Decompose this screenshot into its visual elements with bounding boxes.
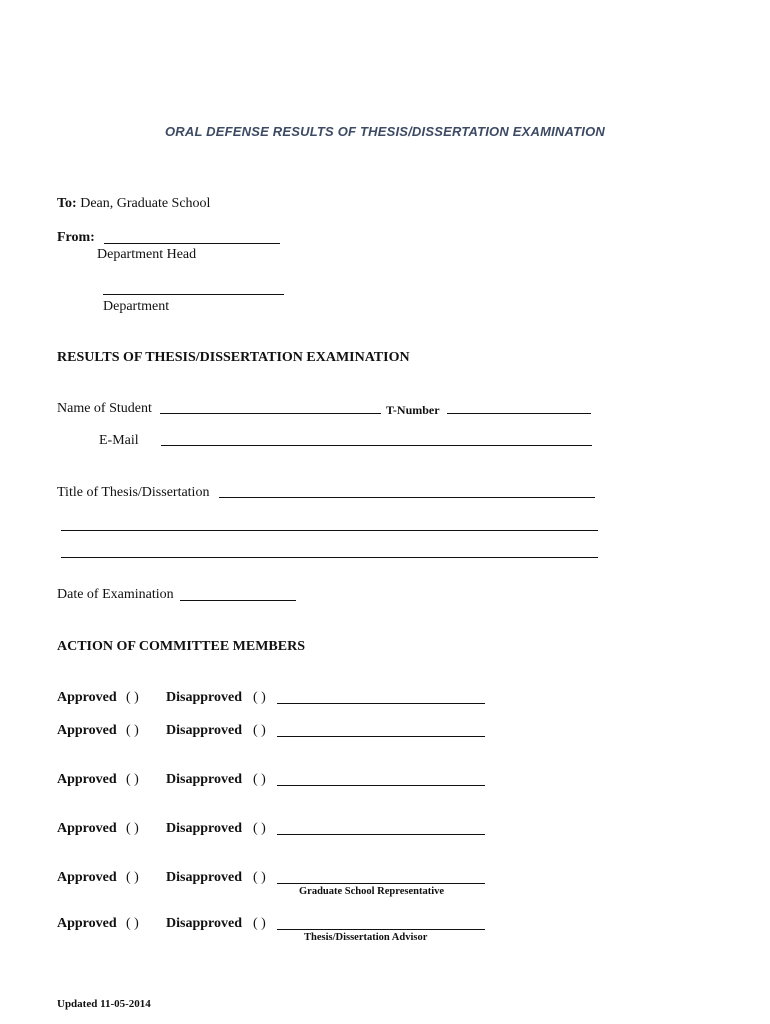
member-signature-field[interactable]: [277, 785, 485, 786]
thesis-title-field[interactable]: [219, 497, 595, 498]
disapproved-checkbox[interactable]: ( ): [253, 916, 266, 931]
disapproved-checkbox[interactable]: ( ): [253, 870, 266, 885]
department-field[interactable]: [103, 294, 284, 295]
approved-label: Approved: [57, 772, 117, 787]
advisor-caption: Thesis/Dissertation Advisor: [304, 932, 428, 943]
disapproved-label: Disapproved: [166, 916, 242, 931]
student-name-field[interactable]: [160, 413, 381, 414]
department-caption: Department: [103, 299, 170, 314]
graduate-rep-signature-field[interactable]: [277, 883, 485, 884]
advisor-signature-field[interactable]: [277, 929, 485, 930]
approved-label: Approved: [57, 870, 117, 885]
member-signature-field[interactable]: [277, 834, 485, 835]
disapproved-label: Disapproved: [166, 723, 242, 738]
graduate-rep-caption: Graduate School Representative: [299, 886, 445, 897]
approved-checkbox[interactable]: ( ): [126, 870, 139, 885]
disapproved-label: Disapproved: [166, 821, 242, 836]
disapproved-label: Disapproved: [166, 772, 242, 787]
approved-checkbox[interactable]: ( ): [126, 772, 139, 787]
exam-date-label: Date of Examination: [57, 587, 174, 602]
department-head-caption: Department Head: [97, 247, 197, 262]
results-heading: RESULTS OF THESIS/DISSERTATION EXAMINATION: [57, 350, 410, 365]
approved-label: Approved: [57, 723, 117, 738]
approved-label: Approved: [57, 916, 117, 931]
t-number-field[interactable]: [447, 413, 591, 414]
disapproved-checkbox[interactable]: ( ): [253, 772, 266, 787]
member-signature-field[interactable]: [277, 703, 485, 704]
approved-label: Approved: [57, 821, 117, 836]
from-label: From:: [57, 230, 95, 245]
approved-checkbox[interactable]: ( ): [126, 690, 139, 705]
student-name-label: Name of Student: [57, 401, 152, 416]
thesis-title-field-line-3[interactable]: [61, 557, 598, 558]
disapproved-checkbox[interactable]: ( ): [253, 690, 266, 705]
updated-date: Updated 11-05-2014: [57, 998, 151, 1010]
form-title: ORAL DEFENSE RESULTS OF THESIS/DISSERTATION EXAMINATION: [164, 124, 606, 139]
email-label: E-Mail: [99, 433, 139, 448]
to-label: To:: [57, 196, 77, 211]
email-field[interactable]: [161, 445, 592, 446]
t-number-label: T-Number: [386, 403, 440, 417]
disapproved-label: Disapproved: [166, 690, 242, 705]
to-line: [57, 196, 210, 212]
member-signature-field[interactable]: [277, 736, 485, 737]
approved-checkbox[interactable]: ( ): [126, 821, 139, 836]
department-head-field[interactable]: [104, 243, 280, 244]
thesis-title-field-line-2[interactable]: [61, 530, 598, 531]
disapproved-label: Disapproved: [166, 870, 242, 885]
exam-date-field[interactable]: [180, 600, 296, 601]
approved-label: Approved: [57, 690, 117, 705]
approved-checkbox[interactable]: ( ): [126, 723, 139, 738]
committee-heading: ACTION OF COMMITTEE MEMBERS: [57, 639, 305, 654]
disapproved-checkbox[interactable]: ( ): [253, 723, 266, 738]
thesis-title-label: Title of Thesis/Dissertation: [57, 485, 210, 500]
approved-checkbox[interactable]: ( ): [126, 916, 139, 931]
to-value: Dean, Graduate School: [80, 196, 211, 211]
disapproved-checkbox[interactable]: ( ): [253, 821, 266, 836]
